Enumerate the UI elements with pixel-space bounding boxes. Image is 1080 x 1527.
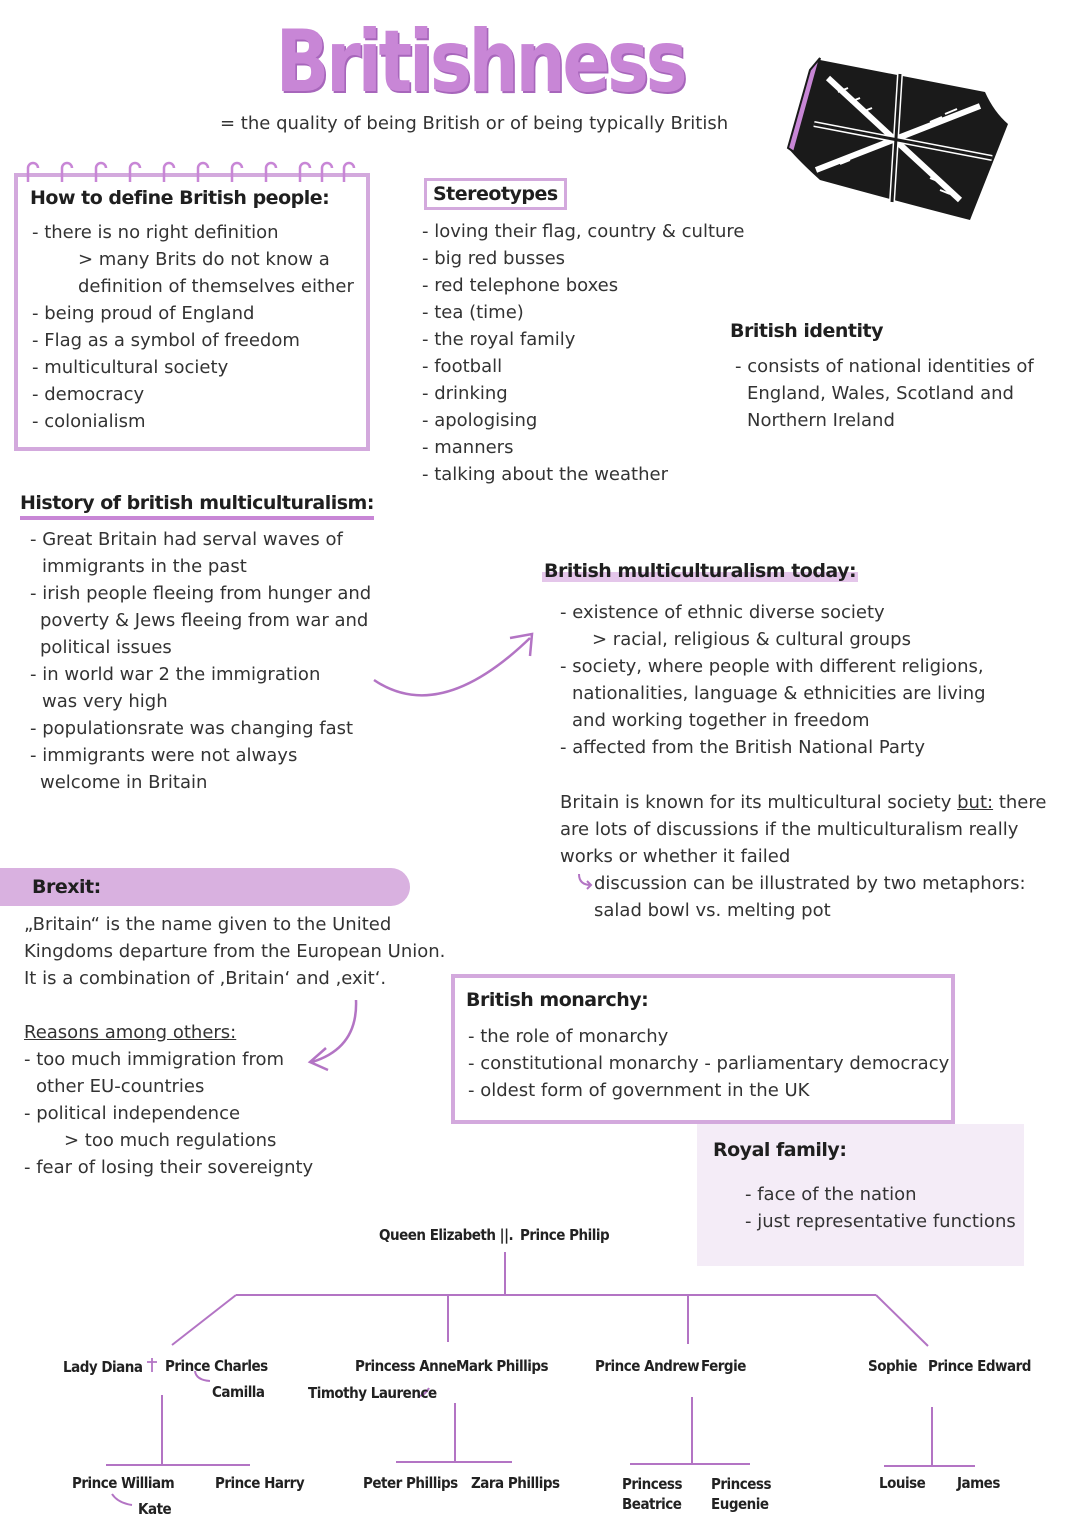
tree-timothy: Timothy Laurence: [308, 1384, 437, 1402]
monarchy-heading: British monarchy:: [466, 989, 649, 1011]
list-item: - the royal family: [422, 329, 576, 350]
paragraph-line: Kingdoms departure from the European Union.: [24, 941, 446, 962]
list-item: - consists of national identities of: [735, 356, 1034, 377]
tree-mark: Mark Phillips: [456, 1357, 549, 1375]
today-heading-text: British multiculturalism today:: [544, 560, 857, 582]
paragraph-line: discussion can be illustrated by two metaphors:: [560, 870, 1046, 897]
list-item: - being proud of England: [32, 303, 255, 324]
list-item: - talking about the weather: [422, 464, 668, 485]
paragraph-line: Britain is known for its multicultural society but: there: [560, 792, 1047, 813]
list-item: - oldest form of government in the UK: [468, 1080, 810, 1101]
tree-anne: Princess Anne: [355, 1357, 457, 1375]
list-item: - Flag as a symbol of freedom: [32, 330, 300, 351]
tree-zara: Zara Phillips: [471, 1474, 560, 1492]
curved-arrow-icon: [306, 998, 366, 1072]
list-item: welcome in Britain: [40, 772, 208, 793]
today-heading: [542, 560, 858, 582]
royal-list: [745, 1181, 1016, 1235]
list-item: - big red busses: [422, 248, 566, 269]
list-item: Northern Ireland: [747, 410, 895, 431]
list-item: - there is no right definition: [32, 222, 279, 243]
tree-harry: Prince Harry: [215, 1474, 305, 1492]
tree-eugenie: Princess Eugenie: [711, 1475, 771, 1513]
identity-list: [735, 353, 1034, 434]
list-item: - apologising: [422, 410, 538, 431]
royal-heading: Royal family:: [713, 1139, 847, 1161]
define-heading: How to define British people:: [30, 187, 330, 209]
list-item: was very high: [42, 691, 168, 712]
list-item: England, Wales, Scotland and: [747, 383, 1014, 404]
tree-beatrice: Princess Beatrice: [622, 1475, 682, 1513]
list-item: poverty & Jews fleeing from war and: [40, 610, 369, 631]
notebook-spiral-icon: [22, 156, 367, 186]
list-item: nationalities, language & ethnicities are living: [572, 683, 986, 704]
monarchy-list: [468, 1023, 949, 1104]
turn-arrow-icon: [576, 873, 594, 891]
today-paragraph: [560, 789, 1046, 924]
tree-philip: Prince Philip: [520, 1226, 610, 1244]
list-item: - loving their flag, country & culture: [422, 221, 745, 242]
union-jack-flag-icon: [780, 52, 1015, 227]
list-item: - in world war 2 the immigration: [30, 664, 321, 685]
tree-peter: Peter Phillips: [363, 1474, 458, 1492]
brexit-heading: Brexit:: [32, 876, 101, 898]
define-list: [32, 219, 354, 435]
list-item: > racial, religious & cultural groups: [592, 629, 911, 650]
list-item: - multicultural society: [32, 357, 229, 378]
list-item: - affected from the British National Party: [560, 737, 926, 758]
list-item: - democracy: [32, 384, 145, 405]
tree-charles: Prince Charles: [165, 1357, 268, 1375]
tree-edward: Prince Edward: [928, 1357, 1031, 1375]
list-item: - constitutional monarchy - parliamentary democracy: [468, 1053, 950, 1074]
list-item: - fear of losing their sovereignty: [24, 1157, 314, 1178]
list-item: - manners: [422, 437, 514, 458]
list-item: - society, where people with different religions,: [560, 656, 984, 677]
list-item: political issues: [40, 637, 172, 658]
tree-kate: Kate: [138, 1500, 172, 1518]
tree-diana: Lady Diana: [63, 1357, 159, 1376]
list-item: - populationsrate was changing fast: [30, 718, 354, 739]
list-item: and working together in freedom: [572, 710, 870, 731]
list-item: - the role of monarchy: [468, 1026, 669, 1047]
brexit-reasons: [24, 1019, 313, 1181]
identity-heading: British identity: [730, 320, 883, 342]
reasons-heading: Reasons among others:: [24, 1022, 237, 1043]
tree-queen: Queen Elizabeth ||.: [379, 1226, 514, 1244]
list-item: > many Brits do not know a: [78, 249, 330, 270]
cross-icon: [145, 1357, 159, 1373]
list-item: - face of the nation: [745, 1184, 917, 1205]
history-heading-text: History of british multiculturalism:: [20, 492, 374, 520]
tree-andrew: Prince Andrew: [595, 1357, 700, 1375]
stereotypes-list: [422, 218, 745, 488]
tree-james: James: [957, 1474, 1000, 1492]
list-item: - just representative functions: [745, 1211, 1016, 1232]
brexit-definition: [24, 911, 445, 992]
list-item: other EU-countries: [36, 1076, 205, 1097]
list-item: - existence of ethnic diverse society: [560, 602, 885, 623]
page-subtitle: = the quality of being British or of being typically British: [220, 113, 729, 134]
paragraph-line: salad bowl vs. melting pot: [594, 900, 831, 921]
tree-fergie: Fergie: [701, 1357, 746, 1375]
list-item: > too much regulations: [64, 1130, 277, 1151]
paragraph-line: „Britain“ is the name given to the United: [24, 914, 392, 935]
tree-william: Prince William: [72, 1474, 175, 1492]
tree-louise: Louise: [879, 1474, 926, 1492]
page-title: Britishness: [275, 12, 685, 112]
list-item: - Great Britain had serval waves of: [30, 529, 343, 550]
list-item: - red telephone boxes: [422, 275, 619, 296]
list-item: - football: [422, 356, 503, 377]
stereotypes-heading: Stereotypes: [424, 178, 567, 210]
today-list: [560, 599, 986, 761]
paragraph-line: works or whether it failed: [560, 846, 791, 867]
list-item: immigrants in the past: [42, 556, 247, 577]
list-item: - immigrants were not always: [30, 745, 298, 766]
list-item: - political independence: [24, 1103, 241, 1124]
paragraph-line: are lots of discussions if the multiculturalism really: [560, 819, 1019, 840]
list-item: - drinking: [422, 383, 508, 404]
curved-arrow-icon: [370, 630, 550, 710]
list-item: - irish people fleeing from hunger and: [30, 583, 372, 604]
history-heading: [20, 492, 374, 514]
list-item: definition of themselves either: [78, 276, 354, 297]
list-item: - tea (time): [422, 302, 524, 323]
tree-camilla: Camilla: [212, 1383, 265, 1401]
history-list: [30, 526, 371, 796]
list-item: - too much immigration from: [24, 1049, 285, 1070]
tree-sophie: Sophie: [868, 1357, 918, 1375]
paragraph-line: It is a combination of ‚Britain‘ and ‚exit‘.: [24, 968, 387, 989]
list-item: - colonialism: [32, 411, 146, 432]
